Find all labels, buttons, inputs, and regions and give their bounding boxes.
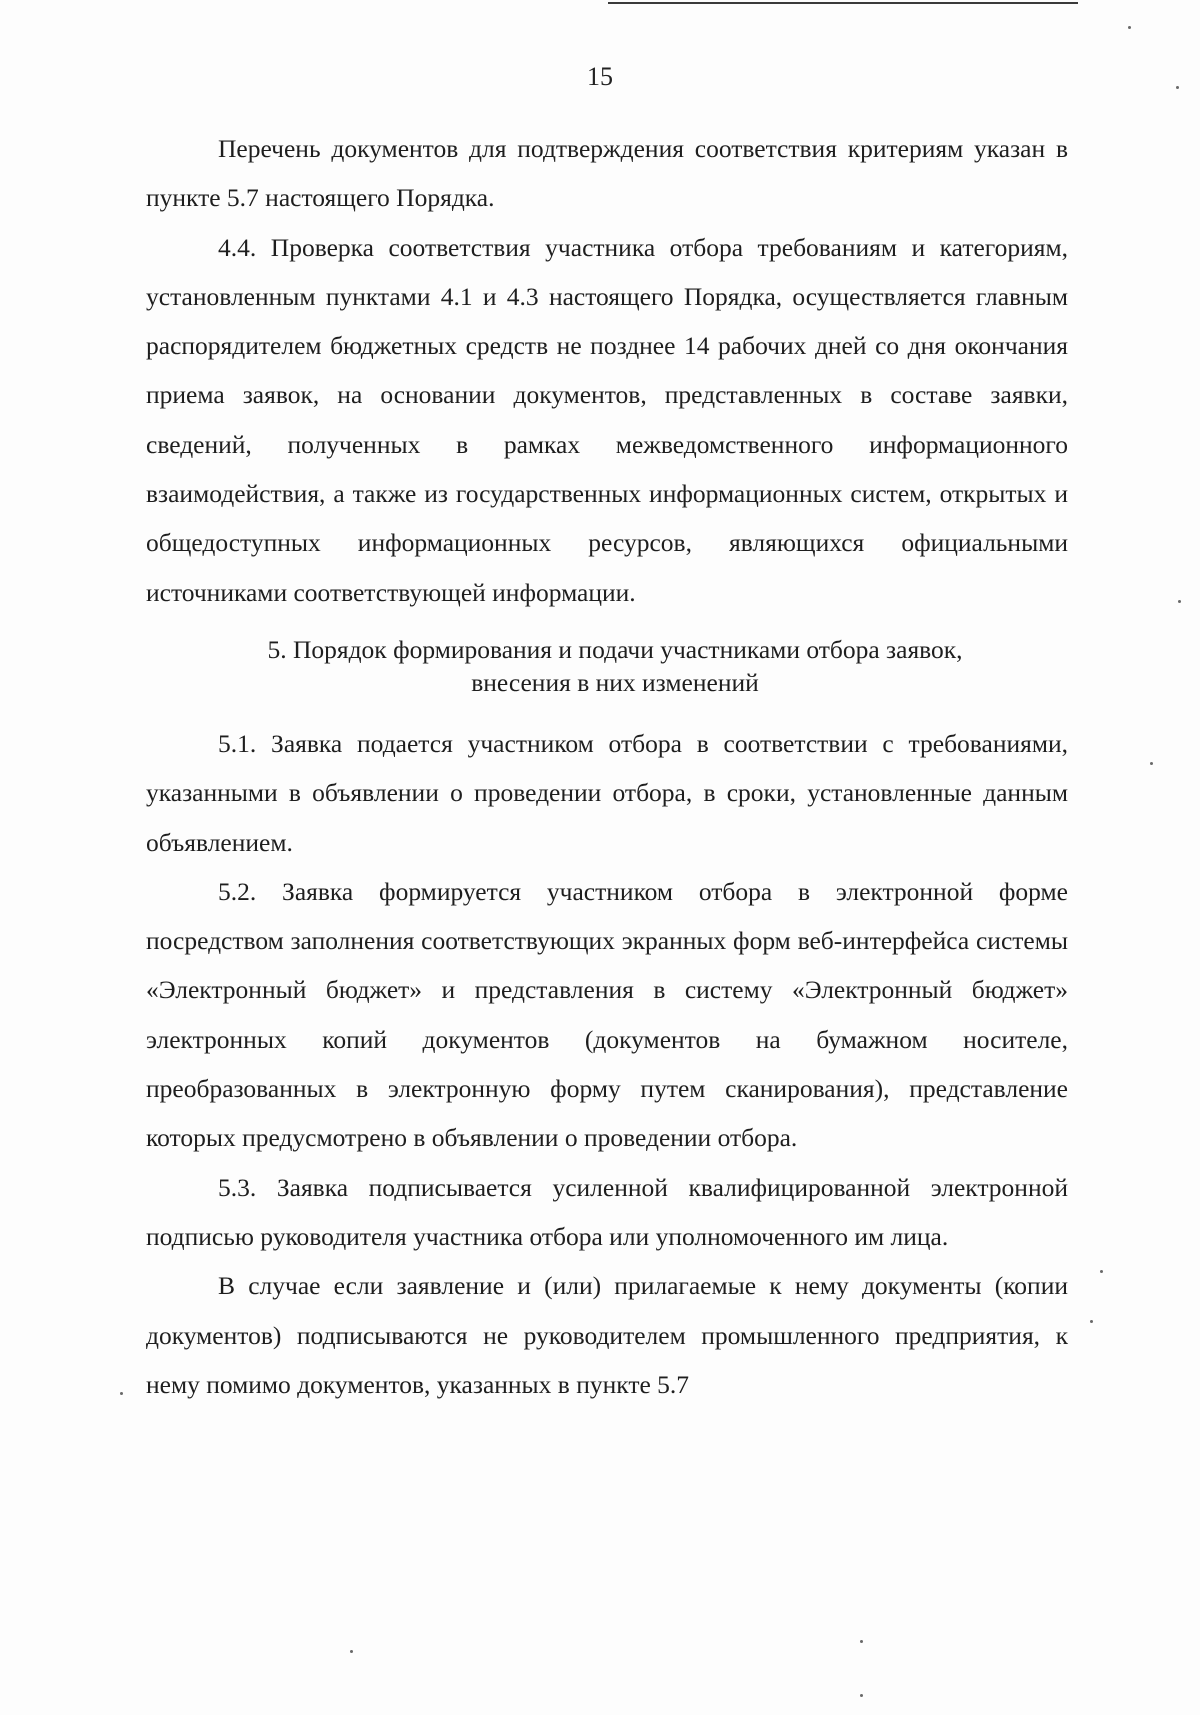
paragraph-5-2: 5.2. Заявка формируется участником отбора в электронной форме посредством заполнения соответствующих экранных форм веб-интерфейса системы «Электронный бюджет» и представления в систему «Электронный бюджет» электронных копий документов (документов на бумажном носителе, преобразованных в электронную форму путем сканирования), представление которых предусмотрено в объявлении о проведении отбора. — [146, 876, 1068, 1153]
top-edge-rule — [608, 2, 1078, 4]
section-5-heading-line-1: 5. Порядок формирования и подачи участниками отбора заявок, — [267, 634, 963, 664]
paragraph-signatory-case: В случае если заявление и (или) прилагаемые к нему документы (копии документов) подписываются не руководителем промышленного предприятия, к нему помимо документов, указанных в пункте 5.7 — [146, 1271, 1068, 1399]
scan-speck — [1178, 600, 1181, 603]
scan-speck — [860, 1640, 863, 1643]
scan-speck — [1150, 762, 1153, 765]
paragraph-5-1: 5.1. Заявка подается участником отбора в соответствии с требованиями, указанными в объявлении о проведении отбора, в сроки, установленные данным объявлением. — [146, 728, 1068, 857]
scan-speck — [1090, 1320, 1093, 1323]
document-body — [146, 124, 1068, 1409]
scan-speck — [860, 1694, 863, 1697]
scan-speck — [1100, 1270, 1103, 1273]
scan-speck — [120, 1392, 123, 1395]
scan-speck — [1128, 26, 1131, 29]
page-number: 15 — [587, 62, 613, 91]
section-5-heading-line-2: внесения в них изменений — [471, 667, 759, 697]
paragraph-documents-list: Перечень документов для подтверждения соответствия критериям указан в пункте 5.7 настоящего Порядка. — [146, 134, 1068, 213]
section-5-heading — [146, 633, 1068, 699]
scan-speck — [350, 1650, 353, 1653]
paragraph-5-3: 5.3. Заявка подписывается усиленной квалифицированной электронной подписью руководителя участника отбора или уполномоченного им лица. — [146, 1172, 1068, 1251]
paragraph-4-4: 4.4. Проверка соответствия участника отбора требованиям и категориям, установленным пунктами 4.1 и 4.3 настоящего Порядка, осуществляется главным распорядителем бюджетных средств не позднее 14 рабочих дней со дня окончания приема заявок, на основании документов, представленных в составе заявки, сведений, полученных в рамках межведомственного информационного взаимодействия, а также из государственных информационных систем, открытых и общедоступных информационных ресурсов, являющихся официальными источниками соответствующей информации. — [146, 232, 1068, 607]
